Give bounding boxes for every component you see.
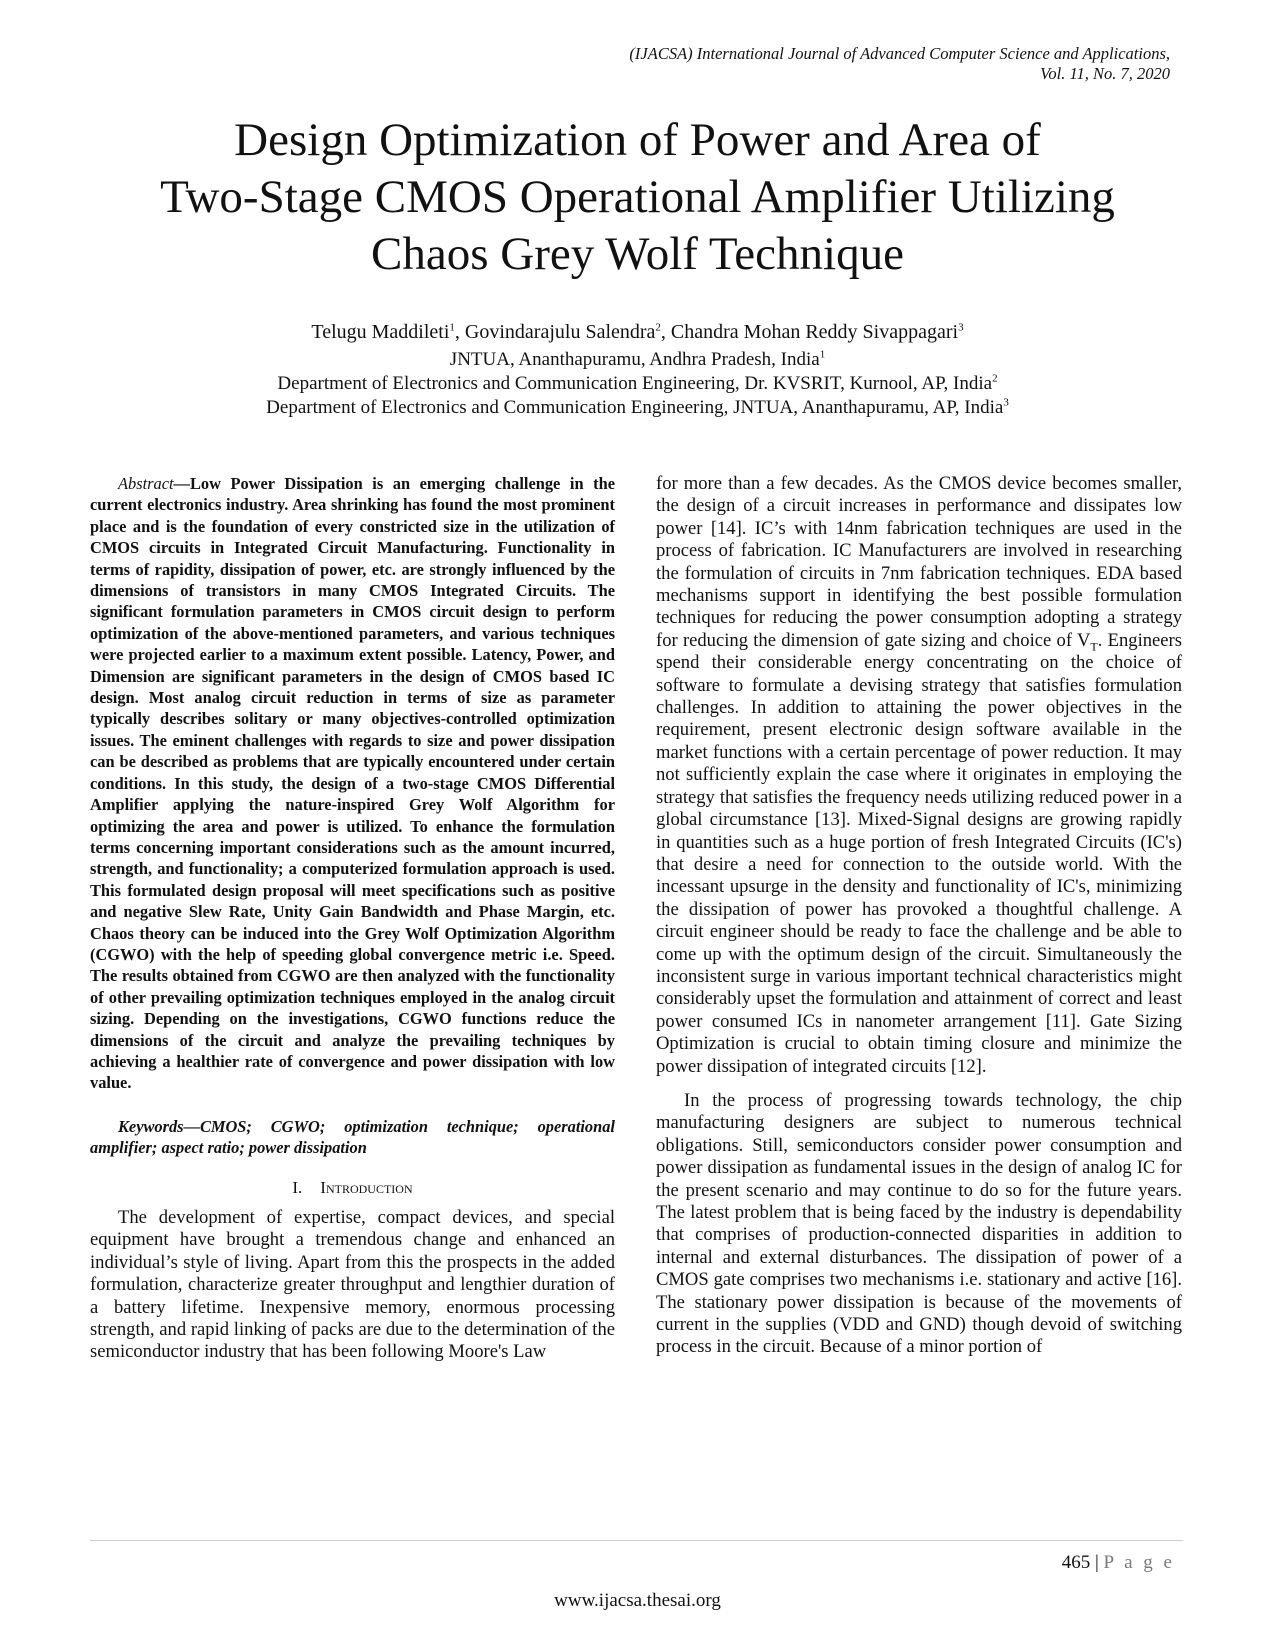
journal-header [470, 44, 1170, 84]
author-2: Govindarajulu Salendra [464, 321, 656, 343]
author-3-sup: 3 [958, 321, 964, 334]
affiliation-2 [90, 372, 1185, 396]
page-word: P a g e [1103, 1552, 1175, 1573]
author-1-sup: 1 [449, 321, 455, 334]
keywords [90, 1116, 615, 1159]
author-separator: , [660, 321, 671, 343]
affiliation-3-text: Department of Electronics and Communication Engineering, JNTUA, Ananthapuramu, AP, India [266, 397, 1004, 418]
title-line-3: Chaos Grey Wolf Technique [371, 228, 904, 280]
keywords-label: Keywords— [118, 1116, 200, 1136]
affiliation-1-sup: 1 [819, 348, 826, 361]
affiliation-3 [90, 396, 1185, 420]
author-2-sup: 2 [655, 321, 661, 334]
journal-name: (IJACSA) International Journal of Advanced Computer Science and Applications, [629, 44, 1170, 63]
section-number: I. [292, 1177, 303, 1197]
section-title: Introduction [320, 1177, 413, 1197]
intro-paragraph-left: The development of expertise, compact devices, and special equipment have brought a tremendous change and enhanced an individual’s style of living. Apart from this the prospects in the added formulation, characterize greater throughput and lengthier duration of a battery lifetime. Inexpensive memory, enormous processing strength, and rapid linking of packs are due to the determination of the semiconductor industry that has been following Moore's Law [90, 1207, 615, 1363]
author-3: Chandra Mohan Reddy Sivappagari [670, 321, 959, 343]
journal-volume: Vol. 11, No. 7, 2020 [1040, 64, 1170, 83]
right-paragraph-1-part-a: for more than a few decades. As the CMOS device becomes smaller, the design of a circuit increases in performance and dissipates low power [14]. IC’s with 14nm fabrication techniques are used in the process of fabrication. IC Manufacturers are involved in researching the formulation of circuits in 7nm fabrication techniques. EDA based mechanisms support in identifying the best possible formulation techniques for reducing the power consumption adopting a strategy for reducing the dimension of gate sizing and choice of V [656, 473, 1182, 651]
keywords-text: CMOS; CGWO; optimization technique; operational amplifier; aspect ratio; power dissipation [90, 1116, 615, 1158]
left-column [90, 473, 615, 1364]
footer-website[interactable]: www.ijacsa.thesai.org [554, 1590, 721, 1611]
affiliation-1 [90, 348, 1185, 372]
author-1: Telugu Maddileti [311, 321, 450, 343]
page-separator: | [1090, 1552, 1104, 1573]
right-paragraph-1-part-b: . Engineers spend their considerable energy concentrating on the choice of software to formulate a devising strategy that satisfies formulation challenges. In addition to attaining the power objectives in the requirement, present electronic design software available in the market functions with a certain percentage of power reduction. It may not sufficiently explain the case where it originates in employing the strategy that satisfies the frequency needs utilizing reduced power in a global circumstance [13]. Mixed-Signal designs are growing rapidly in quantities such as a huge portion of fresh Integrated Circuits (IC's) that desire a need for connection to the outside world. With the incessant upsurge in the density and functionality of IC's, minimizing the dissipation of power has provoked a thoughtful challenge. A circuit engineer should be ready to face the challenge and be able to come up with the optimum design of the circuit. Simultaneously the inconsistent surge in various important technical characteristics might considerably upset the formulation and attainment of correct and least power consumed ICs in nanometer arrangement [11]. Gate Sizing Optimization is crucial to obtain timing closure and minimize the power dissipation of integrated circuits [12]. [656, 629, 1182, 1077]
abstract-dash: — [173, 474, 190, 493]
page-number-value: 465 [1061, 1552, 1091, 1573]
right-paragraph-1 [656, 473, 1182, 1078]
footer-divider [90, 1540, 1183, 1541]
abstract [90, 473, 615, 1094]
affiliation-3-sup: 3 [1003, 396, 1009, 409]
right-paragraph-2: In the process of progressing towards technology, the chip manufacturing designers are subject to numerous technical obligations. Still, semiconductors consider power consumption and power dissipation as fundamental issues in the design of analog IC for the present scenario and may continue to do so for the future years. The latest problem that is being faced by the industry is dependability that comprises of production-connected disparities in addition to internal and external disturbances. The dissipation of power of a CMOS gate comprises two mechanisms i.e. stationary and active [16]. The stationary power dissipation is because of the movements of current in the supplies (VDD and GND) though devoid of switching process in the circuit. Because of a minor portion of [656, 1089, 1182, 1358]
paper-title [90, 112, 1185, 283]
affiliation-2-text: Department of Electronics and Communication Engineering, Dr. KVSRIT, Kurnool, AP, India [277, 373, 993, 394]
page-number [1062, 1552, 1175, 1574]
affiliation-1-text: JNTUA, Ananthapuramu, Andhra Pradesh, India [449, 349, 820, 370]
vt-subscript: T [1090, 639, 1098, 654]
abstract-text: Low Power Dissipation is an emerging challenge in the current electronics industry. Area shrinking has found the most prominent place and is the foundation of every constricted size in the utilization of CMOS circuits in Integrated Circuit Manufacturing. Functionality in terms of rapidity, dissipation of power, etc. are strongly influenced by the dimensions of transistors in many CMOS Integrated Circuits. The significant formulation parameters in CMOS circuit design to perform optimization of the above-mentioned parameters, and various techniques were projected earlier to a maximum extent possible. Latency, Power, and Dimension are significant parameters in the design of CMOS based IC design. Most analog circuit reduction in terms of size as parameter typically describes solitary or many objectives-controlled optimization issues. The eminent challenges with regards to size and power dissipation can be described as problems that are typically encountered under certain conditions. In this study, the design of a two-stage CMOS Differential Amplifier applying the nature-inspired Grey Wolf Algorithm for optimizing the area and power is utilized. To enhance the formulation terms concerning important considerations such as the amount incurred, strength, and functionality; a computerized formulation approach is used. This formulated design proposal will meet specifications such as positive and negative Slew Rate, Unity Gain Bandwidth and Phase Margin, etc. Chaos theory can be induced into the Grey Wolf Optimization Algorithm (CGWO) with the help of speeding global convergence metric i.e. Speed. The results obtained from CGWO are then analyzed with the functionality of other prevailing optimization techniques employed in the analog circuit sizing. Depending on the investigations, CGWO functions reduce the dimensions of the circuit and analyze the prevailing techniques by achieving a healthier rate of convergence and power dissipation with low value. [90, 474, 615, 1093]
abstract-label: Abstract [118, 474, 174, 493]
affiliation-2-sup: 2 [992, 372, 998, 385]
author-names [90, 320, 1185, 344]
right-column [656, 473, 1182, 1359]
section-heading-introduction [90, 1177, 615, 1199]
author-separator: , [454, 321, 465, 343]
title-line-2: Two-Stage CMOS Operational Amplifier Utilizing [160, 171, 1115, 223]
author-block [90, 320, 1185, 420]
title-line-1: Design Optimization of Power and Area of [234, 114, 1041, 166]
